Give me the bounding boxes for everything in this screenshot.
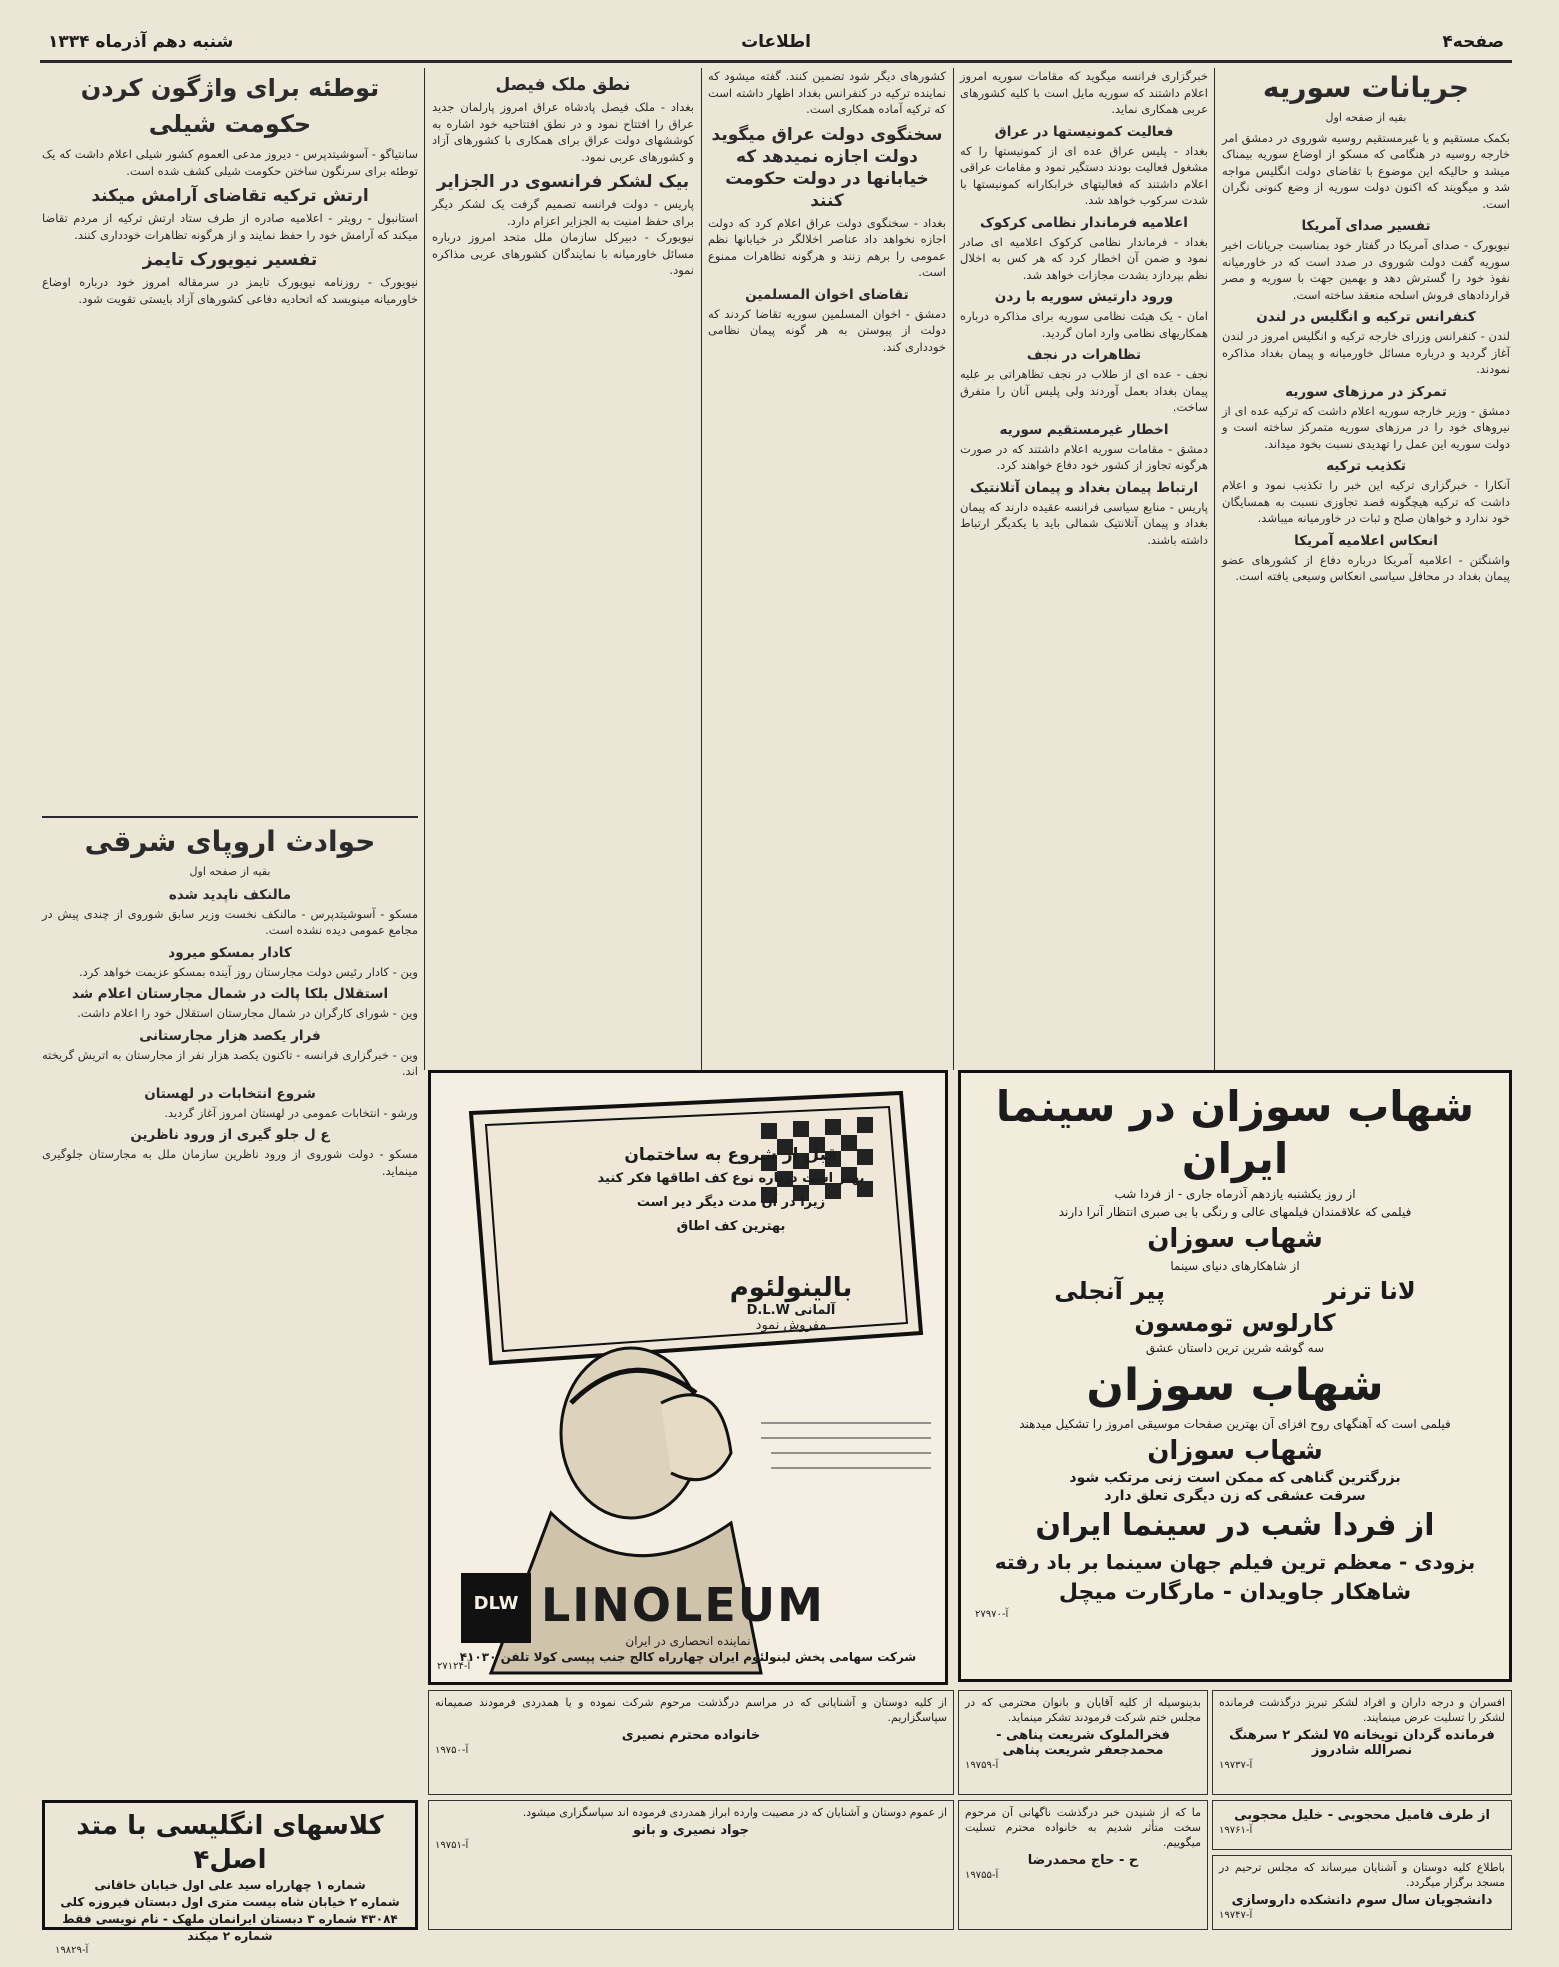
subhead: تقاضای اخوان المسلمین [745, 286, 909, 303]
english-class-ad [42, 1800, 418, 1956]
star-name: پیر آنجلی [1054, 1277, 1166, 1305]
notice-signature: از طرف فامیل محجوبی - خلیل محجوبی [1234, 1808, 1490, 1823]
article-text: نیویورک - دبیرکل سازمان ملل متحد امروز درباره مسائل خاورمیانه با نمایندگان کشورهای عربی مذاکره نمود. [432, 230, 694, 277]
cinema-line: سه گوشه شرین ترین داستان عشق [1145, 1341, 1325, 1355]
article-text: آنکارا - خبرگزاری ترکیه این خبر را تکذیب نمود و اعلام داشت که ترکیه هیچگونه قصد تجاوزی نسبت به همسایگان خود ندارد و خواهان صلح و ثبات در خاورمیانه میباشد. [1222, 478, 1510, 525]
ad-line: مفروش نمود [755, 1318, 827, 1333]
subhead: استقلال بلکا پالت در شمال مجارستان اعلام شد [71, 986, 389, 1002]
english-class-line: ۴۳۰۸۴ شماره ۳ دبستان ایرانمان ملهک - نام نویسی فقط [62, 1912, 398, 1926]
continued-note: بقیه از صفحه اول [1325, 111, 1407, 124]
notice-number: آ-۱۹۷۵۰ [435, 1745, 469, 1756]
notice [958, 1690, 1208, 1795]
subhead: شروع انتخابات در لهستان [144, 1085, 316, 1102]
brand-persian: بالینولئوم [729, 1273, 853, 1303]
subhead: اخطار غیرمستقیم سوریه [999, 421, 1169, 438]
cinema-line: فیلمی که علاقمندان فیلمهای عالی و رنگی با بی صبری انتظار آنرا دارند [1058, 1205, 1412, 1219]
subhead: بیک لشکر فرانسوی در الجزایر [436, 172, 690, 192]
notice [1212, 1800, 1512, 1850]
notice-number: آ-۱۹۷۶۱ [1219, 1825, 1253, 1836]
cinema-line: فیلمی است که آهنگهای روح افزای آن بهترین صفحات موسیقی امروز را تشکیل میدهند [1019, 1417, 1451, 1431]
article-text: بغداد - پلیس عراق عده ای از کمونیستها را که مشغول فعالیت بودند دستگیر نمود و مقامات عراقی اعلام داشتند که فعالیتهای خرابکارانه کمونیستها با شدت سرکوب خواهد شد. [960, 143, 1208, 207]
star-name: لانا ترنر [1323, 1277, 1416, 1305]
subhead: مالنکف ناپدید شده [168, 886, 292, 903]
article-text: وین - خبرگزاری فرانسه - تاکنون یکصد هزار نفر از مجارستان به اتریش گریخته اند. [42, 1047, 418, 1078]
dlw-logo: DLW [473, 1593, 519, 1614]
english-class-title: کلاسهای انگلیسی با متد اصل۴ [76, 1811, 384, 1875]
article-text: نجف - عده ای از طلاب در نجف تظاهراتی بر علیه پیمان بغداد بعمل آوردند ولی پلیس آنان را متفرق ساخت. [960, 367, 1208, 414]
cinema-opening: از فردا شب در سینما ایران [1035, 1508, 1435, 1543]
article-text: استانبول - رویتر - اعلامیه صادره از طرف ستاد ارتش ترکیه از مردم تقاضا میکند که آرامش خود را حفظ نمایند و از هرگونه تظاهرات خودداری کنند. [42, 211, 418, 242]
article-text: کشورهای دیگر شود تضمین کنند. گفته میشود که نماینده ترکیه در کنفرانس بغداد اظهار داشته است که ترکیه آماده همکاری است. [708, 69, 946, 116]
column-eastern-europe [42, 822, 418, 1787]
film-title: شهاب سوزان [1147, 1436, 1323, 1466]
ad-number: آ-۱۹۸۲۹ [55, 1945, 89, 1956]
article-text: مسکو - دولت شوروی از ورود ناظرین سازمان ملل به مجارستان جلوگیری مینماید. [42, 1147, 418, 1178]
notice-text: بدینوسیله از کلیه آقایان و بانوان محترمی که در مجلس ختم شرکت فرمودند تشکر مینماید. [965, 1696, 1201, 1724]
cinema-title: شهاب سوزان در سینما ایران [995, 1082, 1475, 1183]
notice-text: ما که از شنیدن خبر درگذشت ناگهانی آن مرحوم سخت متأثر شدیم به خانواده محترم تسلیت میگوییم. [965, 1806, 1201, 1849]
section-rule [42, 816, 418, 818]
subhead: نطق ملک فیصل [495, 75, 631, 95]
article-text: بغداد - ملک فیصل پادشاه عراق امروز پارلمان جدید عراق را افتتاح نمود و در نطق افتتاحیه خود اشاره به کوششهای دولت عراق برای همکاری با کشورهای آزاد و کشورهای عربی نمود. [432, 100, 694, 164]
subhead: انعکاس اعلامیه آمریکا [1294, 532, 1438, 549]
column-rule [953, 68, 954, 1070]
article-text: بغداد - فرماندار نظامی کرکوک اعلامیه ای صادر نمود و ضمن آن اخطار کرد که هر کس به اخلال نظم بپردازد بشدت مجازات خواهد شد. [960, 234, 1208, 282]
notice-number: آ-۱۹۷۴۷ [1219, 1910, 1253, 1921]
cinema-line: سرقت عشقی که زن دیگری تعلق دارد [1104, 1488, 1366, 1504]
film-title: شهاب سوزان [1147, 1224, 1323, 1254]
column-rule [701, 68, 702, 1070]
notice-text: از عموم دوستان و آشنایان که در مصیبت وارده ابراز همدردی فرموده اند سپاسگزاری میشود. [522, 1806, 947, 1819]
notice-number: آ-۱۹۷۵۵ [965, 1870, 999, 1881]
headline-syria: جریانات سوریه [1262, 71, 1470, 104]
cinema-author: شاهکار جاویدان - مارگارت میچل [1058, 1580, 1412, 1605]
notice-number: آ-۱۹۷۳۷ [1219, 1760, 1253, 1771]
english-class-line: شماره ۲ میکند [187, 1929, 273, 1943]
subhead: ارتش ترکیه تقاضای آرامش میکند [91, 186, 369, 206]
cast-row [975, 1275, 1495, 1307]
subhead: ارتباط پیمان بغداد و پیمان آتلانتیک [969, 479, 1199, 496]
article-text: بکمک مستقیم و یا غیرمستقیم روسیه شوروی در دمشق امر خارجه روسیه در هنگامی که مسکو از اوضاع سوریه بیمناک میشد و حالیکه این موضوع با تقاضای دولت انگلیس مواجه شد و میگویند که اکنون دولت سوریه از وضع کنونی نگران است. [1222, 130, 1510, 211]
article-text: واشنگتن - اعلامیه آمریکا درباره دفاع از کشورهای عضو پیمان بغداد در محافل سیاسی انعکاس وسیعی یافته است. [1222, 552, 1510, 583]
brand-english: LINOLEUM [541, 1578, 825, 1632]
article-text: بغداد - سخنگوی دولت عراق اعلام کرد که دولت اجازه نخواهد داد عناصر اخلالگر در خیابانها نظم عمومی را برهم زنند و هرگونه تظاهرات ممنوع است. [708, 215, 946, 279]
headline-eastern-europe: حوادث اروپای شرقی [84, 825, 376, 858]
notice-signature: فخرالملوک شریعت پناهی - محمدجعفر شریعت پناهی [996, 1728, 1170, 1758]
article-text: خبرگزاری فرانسه میگوید که مقامات سوریه امروز اعلام داشتند که سوریه مایل است با کلیه کشورهای عربی همکاری نماید. [960, 69, 1208, 116]
notice-signature: فرمانده گردان تویخانه ۷۵ لشکر ۲ سرهنگ نصرالله شادروز [1229, 1728, 1495, 1758]
column-baghdad [708, 68, 946, 1068]
notice-signature: خانواده محترم نصیری [621, 1728, 761, 1743]
cinema-ad [958, 1070, 1512, 1682]
notice [428, 1800, 954, 1930]
article-text: وین - کادار رئیس دولت مجارستان روز آینده بمسکو عزیمت خواهد کرد. [78, 964, 418, 979]
column-rule [424, 68, 425, 1070]
notice-text: افسران و درجه داران و افراد لشکر تبریز درگذشت فرمانده لشکر را تسلیت عرض مینمایند. [1219, 1696, 1505, 1724]
star-name: کارلوس تومسون [1134, 1309, 1336, 1337]
page-header [40, 30, 1512, 58]
notice-number: آ-۱۹۷۵۹ [965, 1760, 999, 1771]
subhead: تکذیب ترکیه [1326, 458, 1406, 474]
column-iraq [960, 68, 1208, 1068]
article-text: وین - شورای کارگران در شمال مجارستان استقلال خود را اعلام داشت. [77, 1006, 418, 1020]
linoleum-ad [428, 1070, 948, 1685]
notice [1212, 1855, 1512, 1930]
ad-line: زیرا در آن مدت دیگر دیر است [636, 1195, 826, 1210]
film-title: شهاب سوزان [1086, 1360, 1384, 1411]
ad-brand [681, 1273, 901, 1333]
article-text: پاریس - منابع سیاسی فرانسه عقیده دارند که پیمان بغداد و پیمان آتلانتیک شمالی باید با یکدیگر ارتباط داشته باشند. [960, 499, 1208, 547]
ad-line: بهترین کف اطاق [676, 1219, 786, 1234]
notice-signature: ح - حاج محمدرضا [1027, 1853, 1139, 1868]
notice-signature: جواد نصیری و بانو [632, 1823, 750, 1838]
notice [428, 1690, 954, 1795]
ad-line: قبل از شروع به ساختمان [624, 1145, 838, 1165]
ad-number: آ-۲۷۱۲۴ [437, 1661, 471, 1672]
notice-text: باطلاع کلیه دوستان و آشنایان میرساند که مجلس ترحیم در مسجد برگزار میگردد. [1219, 1861, 1505, 1889]
page-number: صفحه۴ [1442, 32, 1504, 52]
article-text: دمشق - مقامات سوریه اعلام داشتند که در صورت هرگونه تجاوز از کشور خود دفاع خواهند کرد. [960, 441, 1208, 472]
article-text: دمشق - وزیر خارجه سوریه اعلام داشت که ترکیه عده ای از نیروهای خود را در مرزهای سوریه متمرکز ساخته است و دولت سوریه این عمل را تهدیدی نسبت بخود میداند. [1222, 403, 1510, 451]
column-faisal [432, 68, 694, 1068]
headline-chile: توطئه برای واژگون کردن حکومت شیلی [80, 74, 380, 138]
article-text: نیویورک - صدای آمریکا در گفتار خود بمناسبت جریانات اخیر سوریه گفت دولت شوروی در صدد است که در خاورمیانه نفوذ خود را گسترش دهد و بهمین جهت با سوریه و مصر قراردادهای فروش اسلحه منعقد ساخته است. [1222, 238, 1510, 302]
newspaper-name: اطلاعات [741, 32, 811, 52]
subhead: کنفرانس ترکیه و انگلیس در لندن [1256, 309, 1476, 325]
column-rule [1214, 68, 1215, 1070]
article-text: دمشق - اخوان المسلمین سوریه تقاضا کردند که دولت از پیوستن به هر گونه پیمان نظامی خودداری کند. [708, 306, 946, 354]
subhead: تفسیر نیویورک تایمز [142, 250, 318, 270]
continued-note: بقیه از صفحه اول [189, 865, 271, 878]
ad-line: بهتر است درباره نوع کف اطاقها فکر کنید [597, 1171, 865, 1186]
notice [958, 1800, 1208, 1930]
ad-number: آ-۲۷۹۷۰ [975, 1609, 1009, 1620]
issue-date: شنبه دهم آذرماه ۱۳۳۴ [48, 32, 234, 52]
cinema-soon: بزودی - معظم ترین فیلم جهان سینما بر باد رفته [994, 1550, 1476, 1574]
subhead: تفسیر صدای آمریکا [1301, 218, 1431, 234]
english-class-line: شماره ۱ چهارراه سید علی اول خیابان خاقانی [94, 1878, 366, 1892]
subhead: سخنگوی دولت عراق میگوید دولت اجازه نمیدهد که خیابانها در دولت حکومت کنند [711, 124, 943, 211]
subhead: ع ل جلو گیری از ورود ناظرین [130, 1127, 330, 1143]
subhead: فرار یکصد هزار مجارستانی [139, 1027, 321, 1044]
cinema-line: از شاهکارهای دنیای سینما [1170, 1259, 1300, 1273]
article-text: سانتیاگو - آسوشیتدپرس - دیروز مدعی العموم کشور شیلی اعلام داشت که یک توطئه برای سرنگون ساختن حکومت شیلی کشف شده است. [42, 147, 418, 178]
header-rule [40, 60, 1512, 63]
article-text: مسکو - آسوشیتدپرس - مالنکف نخست وزیر سابق شوروی از چندی پیش در مجامع عمومی دیده نشده است. [42, 906, 418, 937]
agent-line: شرکت سهامی پخش لینولئوم ایران چهارراه کالج جنب پپسی کولا تلفن ۴۱۰۳۰ [459, 1650, 917, 1664]
column-chile [42, 68, 418, 813]
cinema-line: از روز یکشنبه یازدهم آذرماه جاری - از فردا شب [1114, 1187, 1356, 1201]
notice [1212, 1690, 1512, 1795]
english-class-line: شماره ۲ خیابان شاه بیست متری اول دبستان فیروزه کلی [60, 1895, 400, 1909]
article-text: امان - یک هیئت نظامی سوریه برای مذاکره درباره همکاریهای نظامی وارد امان گردید. [960, 309, 1208, 340]
notice-number: آ-۱۹۷۵۱ [435, 1840, 469, 1851]
subhead: فعالیت کمونیستها در عراق [994, 123, 1174, 140]
column-syria [1222, 68, 1510, 1068]
ad-copy [581, 1143, 881, 1239]
article-text: پاریس - دولت فرانسه تصمیم گرفت یک لشکر دیگر برای حفظ امنیت به الجزایر اعزام دارد. [432, 197, 694, 228]
notice-text: از کلیه دوستان و آشنایانی که در مراسم درگذشت مرحوم شرکت نموده و یا همدردی فرمودند صمیمانه سپاسگزاریم. [435, 1696, 947, 1724]
subhead: اعلامیه فرماندار نظامی کرکوک [980, 214, 1188, 231]
article-text: نیویورک - روزنامه نیویورک تایمز در سرمقاله امروز خود درباره اوضاع خاورمیانه مینویسد که اتحادیه دفاعی کشورهای آزاد بایستی تقویت شود. [42, 275, 418, 306]
article-text: لندن - کنفرانس وزرای خارجه ترکیه و انگلیس امروز در لندن آغاز گردید و درباره مسائل خاورمیانه و پیمان بغداد مذاکره نمودند. [1222, 329, 1510, 376]
subhead: تمرکز در مرزهای سوریه [1285, 383, 1447, 400]
subhead: کادار بمسکو میرود [168, 944, 292, 961]
agent-line: نماینده انحصاری در ایران [625, 1634, 751, 1648]
notice-signature: دانشجویان سال سوم دانشکده داروسازی [1231, 1893, 1493, 1908]
brand-origin: آلمانی D.L.W [746, 1303, 836, 1318]
article-text: ورشو - انتخابات عمومی در لهستان امروز آغاز گردید. [164, 1105, 418, 1120]
subhead: ورود دارتیش سوریه با ردن [994, 289, 1174, 305]
subhead: تظاهرات در نجف [1026, 347, 1142, 363]
cinema-line: بزرگترین گناهی که ممکن است زنی مرتکب شود [1069, 1470, 1401, 1486]
